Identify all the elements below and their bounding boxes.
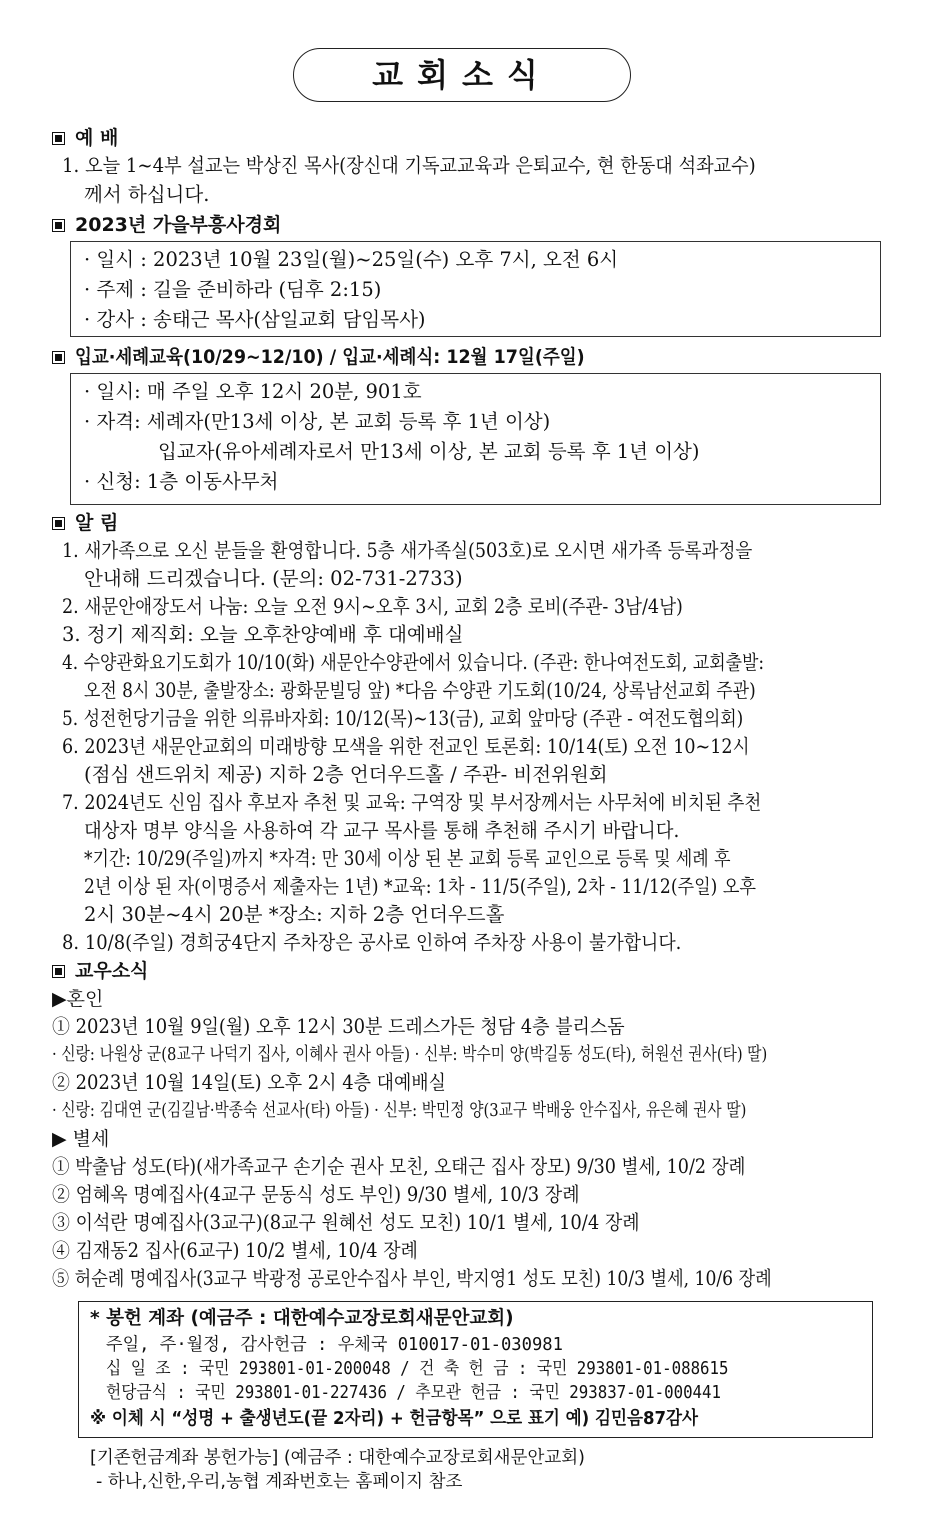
revival-speaker: · 강사 : 송태근 목사(삼일교회 담임목사) [84,308,426,331]
notice-line: 2시 30분~4시 20분 *장소: 지하 2층 언더우드홀 [84,903,505,926]
notice-line: 6. 2023년 새문안교회의 미래방향 모색을 위한 전교인 토론회: 10/14(토) 오전 10~12시 [62,735,750,758]
funeral-entry: ② 엄혜옥 명예집사(4교구 문동식 성도 부인) 9/30 별세, 10/3 장례 [52,1183,580,1206]
page-title: 교회소식 [293,48,631,102]
legacy-account-note: - 하나,신한,우리,농협 계좌번호는 홈페이지 참조 [96,1472,463,1492]
revival-date: · 일시 : 2023년 10월 23일(월)~25일(수) 오후 7시, 오전 6시 [84,248,619,271]
notice-line: 오전 8시 30분, 출발장소: 광화문빌딩 앞) *다음 수양관 기도회(10/24, 상록남선교회 주관) [84,679,756,702]
notice-line: 안내해 드리겠습니다. (문의: 02-731-2733) [84,567,463,590]
section-members-heading: 교우소식 [52,957,148,985]
offering-line: 헌당금식 : 국민 293801-01-227436 / 추모관 헌금 : 국민 293837-01-000441 [106,1383,722,1403]
square-bullet-icon [52,219,65,232]
wedding-entry: ② 2023년 10월 14일(토) 오후 2시 4층 대예배실 [52,1071,446,1094]
worship-line-2: 께서 하십니다. [84,183,210,206]
notice-line: 5. 성전헌당기금을 위한 의류바자회: 10/12(목)~13(금), 교회 앞마당 (주관 - 여전도협의회) [62,707,744,730]
worship-line-1: 1. 오늘 1~4부 설교는 박상진 목사(장신대 기독교교육과 은퇴교수, 현 한동대 석좌교수) [62,154,756,177]
wedding-entry: ① 2023년 10월 9일(월) 오후 12시 30분 드레스가든 청담 4층 블리스돔 [52,1015,625,1038]
square-bullet-icon [52,517,65,530]
square-bullet-icon [52,351,65,364]
funeral-entry: ④ 김재동2 집사(6교구) 10/2 별세, 10/4 장례 [52,1239,418,1262]
funeral-entry: ③ 이석란 명예집사(3교구)(8교구 원혜선 성도 모친) 10/1 별세, 10/4 장례 [52,1211,640,1234]
legacy-account-line: [기존헌금계좌 봉헌가능] (예금주 : 대한예수교장로회새문안교회) [90,1448,585,1468]
funeral-entry: ① 박출남 성도(타)(새가족교구 손기순 권사 모친, 오태근 집사 장모) 9/30 별세, 10/2 장례 [52,1155,746,1178]
offering-line: 십 일 조 : 국민 293801-01-200048 / 건 축 헌 금 : 국민 293801-01-088615 [106,1359,729,1379]
notice-line: 7. 2024년도 신임 집사 후보자 추천 및 교육: 구역장 및 부서장께서는 사무처에 비치된 추천 [62,791,762,814]
notice-line: 1. 새가족으로 오신 분들을 환영합니다. 5층 새가족실(503호)로 오시면 새가족 등록과정을 [62,539,753,562]
funeral-entry: ⑤ 허순례 명예집사(3교구 박광정 공로안수집사 부인, 박지영1 성도 모친) 10/3 별세, 10/6 장례 [52,1267,772,1290]
square-bullet-icon [52,132,65,145]
offering-header: * 봉헌 계좌 (예금주 : 대한예수교장로회새문안교회) [90,1308,514,1329]
revival-theme: · 주제 : 길을 준비하라 (딤후 2:15) [84,278,382,301]
offering-line: 주일, 주·월정, 감사헌금 : 우체국 010017-01-030981 [106,1335,563,1355]
notice-line: (점심 샌드위치 제공) 지하 2층 언더우드홀 / 주관- 비전위원회 [84,763,608,786]
baptism-qualification: · 자격: 세례자(만13세 이상, 본 교회 등록 후 1년 이상) [84,410,551,433]
offering-note: ※ 이체 시 “성명 + 출생년도(끝 2자리) + 헌금항목” 으로 표기 예) 김민음87감사 [90,1408,699,1429]
section-baptism-heading: 입교·세례교육(10/29~12/10) / 입교·세례식: 12월 17일(주일) [52,343,629,371]
wedding-entry: · 신랑: 김대연 군(김길남·박종숙 선교사(타) 아들) · 신부: 박민정 양(3교구 박배웅 안수집사, 유은혜 권사 딸) [52,1100,747,1121]
notice-line: 4. 수양관화요기도회가 10/10(화) 새문안수양관에서 있습니다. (주관: 한나여전도회, 교회출발: [62,651,765,674]
notice-line: 8. 10/8(주일) 경희궁4단지 주차장은 공사로 인하여 주차장 사용이 불가합니다. [62,931,682,954]
notice-line: *기간: 10/29(주일)까지 *자격: 만 30세 이상 된 본 교회 등록 교인으로 등록 및 세례 후 [84,847,731,870]
baptism-qualification-2: 입교자(유아세례자로서 만13세 이상, 본 교회 등록 후 1년 이상) [158,440,700,463]
baptism-time: · 일시: 매 주일 오후 12시 20분, 901호 [84,380,422,403]
section-notices-heading: 알 림 [52,509,118,537]
square-bullet-icon [52,965,65,978]
notice-line: 2년 이상 된 자(이명증서 제출자는 1년) *교육: 1차 - 11/5(주일), 2차 - 11/12(주일) 오후 [84,875,756,898]
section-revival-heading: 2023년 가을부흥사경회 [52,211,281,239]
wedding-entry: · 신랑: 나원상 군(8교구 나덕기 집사, 이혜사 권사 아들) · 신부: 박수미 양(박길동 성도(타), 허원선 권사(타) 딸) [52,1044,768,1065]
baptism-apply: · 신청: 1층 이동사무처 [84,470,279,493]
notice-line: 대상자 명부 양식을 사용하여 각 교구 목사를 통해 추천해 주시기 바랍니다. [84,819,680,842]
funeral-label: ▶ 별세 [52,1128,110,1150]
notice-line: 2. 새문안애장도서 나눔: 오늘 오전 9시~오후 3시, 교회 2층 로비(주관- 3남/4남) [62,595,683,618]
notice-line: 3. 정기 제직회: 오늘 오후찬양예배 후 대예배실 [62,623,464,646]
section-worship-heading: 예 배 [52,124,118,152]
wedding-label: ▶혼인 [52,988,104,1010]
